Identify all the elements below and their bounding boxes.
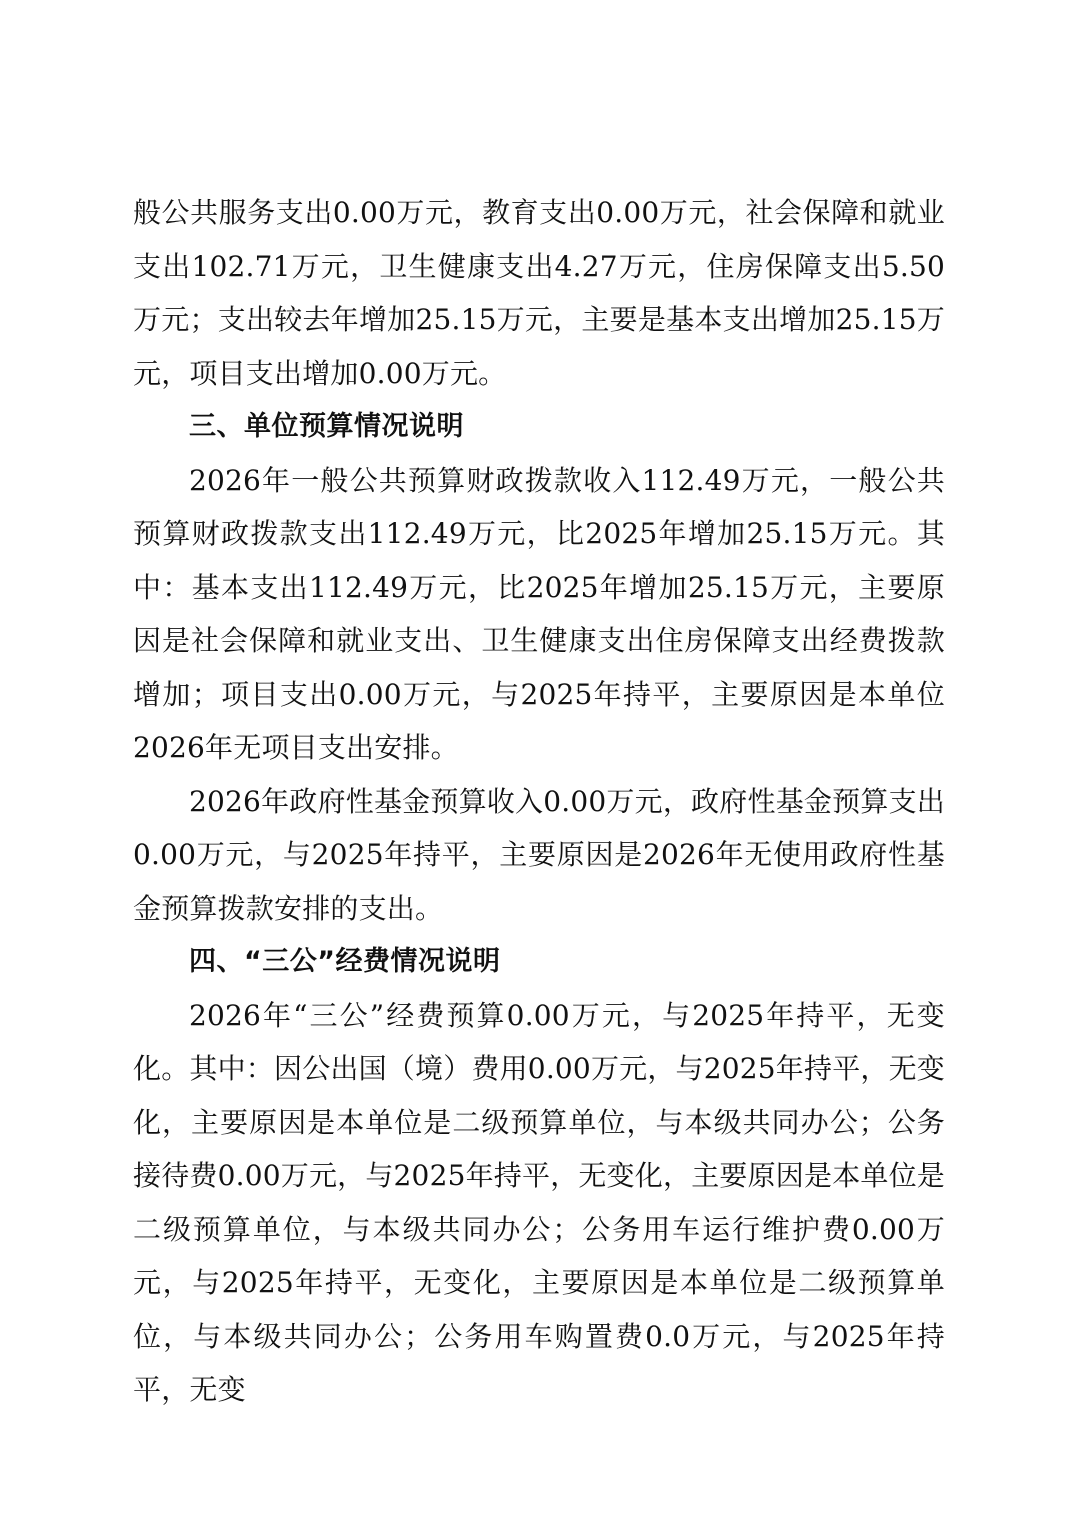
paragraph-expenditure-summary: 般公共服务支出0.00万元，教育支出0.00万元，社会保障和就业支出102.71万元，卫生健康支出4.27万元，住房保障支出5.50万元；支出较去年增加25.15万元，主要是基本支出增加25.15万元，项目支出增加0.00万元。 [133, 196, 945, 390]
paragraph-three-public-expenses: 2026年“三公”经费预算0.00万元，与2025年持平，无变化。其中：因公出国（境）费用0.00万元，与2025年持平，无变化，主要原因是本单位是二级预算单位，与本级共同办公；公务接待费0.00万元，与2025年持平，无变化，主要原因是本单位是二级预算单位，与本级共同办公；公务用车运行维护费0.00万元，与2025年持平，无变化，主要原因是本单位是二级预算单位，与本级共同办公；公务用车购置费0.0万元，与2025年持平，无变 [133, 998, 946, 1406]
paragraph-general-budget: 2026年一般公共预算财政拨款收入112.49万元，一般公共预算财政拨款支出112.49万元，比2025年增加25.15万元。其中：基本支出112.49万元，比2025年增加25.15万元，主要原因是社会保障和就业支出、卫生健康支出住房保障支出经费拨款增加；项目支出0.00万元，与2025年持平，主要原因是本单位2026年无项目支出安排。 [133, 463, 945, 764]
paragraph-government-fund: 2026年政府性基金预算收入0.00万元，政府性基金预算支出0.00万元，与2025年持平，主要原因是2026年无使用政府性基金预算拨款安排的支出。 [133, 784, 945, 925]
section-heading-unit-budget: 三、单位预算情况说明 [189, 411, 464, 442]
section-heading-three-public-expenses: 四、“三公”经费情况说明 [189, 946, 501, 977]
document-body [133, 186, 945, 1417]
